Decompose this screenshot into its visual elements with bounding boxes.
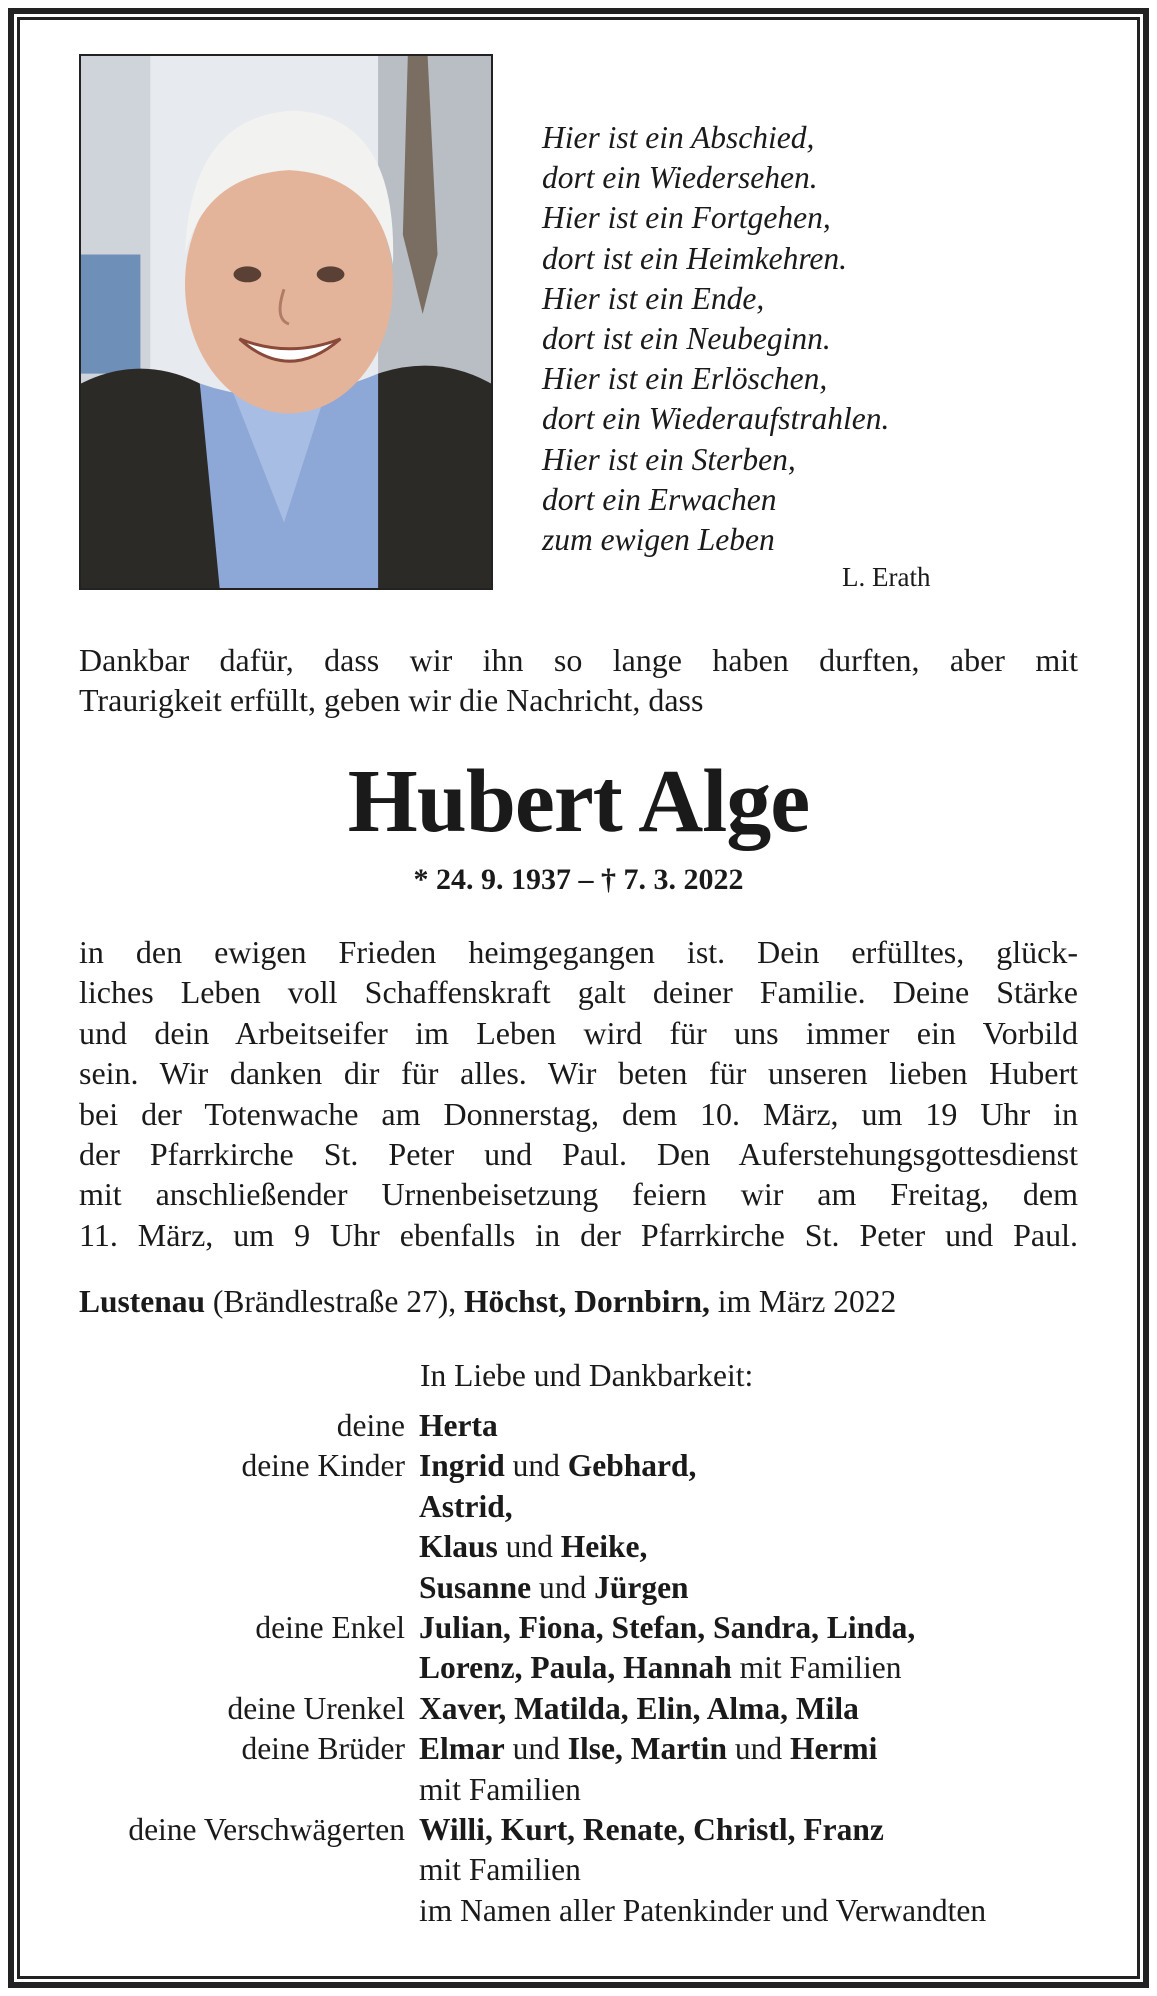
mourner-relation [40, 1648, 419, 1688]
mourner-name: Susanne [419, 1569, 532, 1605]
mourner-row [40, 1891, 1120, 1931]
mourner-names [419, 1891, 1120, 1931]
mourner-names [419, 1406, 1120, 1446]
body-line: der Pfarrkirche St. Peter und Paul. Den Auferstehungsgottesdienst [79, 1135, 1078, 1172]
mourner-names [419, 1568, 1120, 1608]
mourner-name: Xaver, Matilda, Elin, Alma, Mila [419, 1690, 859, 1726]
poem-line: zum ewigen Leben [542, 522, 775, 558]
mourners-list [40, 1406, 1120, 1931]
location-date: im März 2022 [709, 1284, 897, 1319]
mourner-row [40, 1568, 1120, 1608]
mourner-relation [40, 1568, 419, 1608]
mourner-connector: mit Familien [419, 1771, 581, 1807]
mourner-row [40, 1446, 1120, 1486]
poem-line: Hier ist ein Abschied, [542, 120, 815, 155]
mourner-relation: deine Enkel [255, 1609, 405, 1645]
mourner-name: Jürgen [594, 1569, 689, 1605]
poem-author: L. Erath [842, 562, 931, 592]
body-line: mit anschließender Urnenbeisetzung feiern wir am Freitag, dem [79, 1176, 1078, 1213]
mourner-names [419, 1487, 1120, 1527]
mourner-name: Elmar [419, 1731, 505, 1767]
mourner-names [419, 1850, 1120, 1890]
mourner-relation: deine [336, 1408, 405, 1443]
location-secondary: Höchst, Dornbirn, [463, 1284, 710, 1319]
mourner-name: Gebhard, [567, 1448, 697, 1484]
mourner-relation: deine Kinder [241, 1448, 405, 1484]
poem-line: dort ein Wiederaufstrahlen. [542, 401, 890, 437]
mourner-connector: mit Familien [419, 1852, 581, 1888]
deceased-name: Hubert Alge [347, 752, 810, 851]
mourner-name: Ingrid [419, 1448, 505, 1484]
poem-line: Hier ist ein Sterben, [542, 441, 796, 477]
mourner-row [40, 1608, 1120, 1648]
intro-line: Dankbar dafür, dass wir ihn so lange haben durften, aber mit [79, 642, 1078, 678]
body-line: in den ewigen Frieden heimgegangen ist. Dein erfülltes, glück- [79, 934, 1078, 970]
location-address: (Brändlestraße 27), [205, 1284, 464, 1319]
mourner-relation [40, 1487, 419, 1527]
mourner-relation [40, 1527, 419, 1567]
body-line: liches Leben voll Schaffenskraft galt deiner Familie. Deine Stärke [79, 974, 1078, 1011]
intro-line: Traurigkeit erfüllt, geben wir die Nachricht, dass [79, 682, 704, 719]
mourner-name: Herta [419, 1408, 498, 1443]
mourner-name: Willi, Kurt, Renate, Christl, Franz [419, 1811, 884, 1847]
mourner-names [419, 1527, 1120, 1567]
mourner-name: Ilse, Martin [567, 1731, 727, 1767]
mourner-name: Heike, [560, 1529, 648, 1565]
body-line: sein. Wir danken dir für alles. Wir beten für unseren lieben Hubert [79, 1055, 1078, 1092]
mourner-row [40, 1689, 1120, 1729]
mourner-relation: deine Brüder [241, 1731, 405, 1767]
mourner-name: Julian, Fiona, Stefan, Sandra, Linda, [419, 1609, 916, 1645]
mourner-row [40, 1729, 1120, 1769]
mourner-row [40, 1406, 1120, 1446]
location-primary: Lustenau [79, 1284, 206, 1319]
mourner-names [419, 1648, 1120, 1688]
portrait-photo [79, 54, 493, 590]
intro-paragraph [79, 640, 1078, 721]
poem-line: dort ein Wiedersehen. [542, 160, 818, 196]
mourner-row [40, 1527, 1120, 1567]
mourner-names [419, 1770, 1120, 1810]
poem-line: Hier ist ein Ende, [542, 280, 765, 316]
mourner-row [40, 1487, 1120, 1527]
mourner-relation [40, 1770, 419, 1810]
mourner-names [419, 1729, 1120, 1769]
mourner-names [419, 1689, 1120, 1729]
poem-line: Hier ist ein Erlöschen, [542, 361, 828, 397]
mourner-row [40, 1770, 1120, 1810]
mourner-name: Hermi [789, 1731, 878, 1767]
body-line: bei der Totenwache am Donnerstag, dem 10. März, um 19 Uhr in [79, 1095, 1078, 1132]
mourner-row [40, 1850, 1120, 1890]
body-line: 11. März, um 9 Uhr ebenfalls in der Pfarrkirche St. Peter und Paul. [79, 1216, 1078, 1253]
mourner-connector: mit Familien [731, 1650, 902, 1686]
mourner-connector: und [726, 1731, 790, 1767]
mourner-row [40, 1648, 1120, 1688]
mourner-names [419, 1608, 1120, 1648]
portrait-illustration [81, 56, 491, 588]
mourner-relation [40, 1850, 419, 1890]
mourner-connector: und [504, 1731, 568, 1767]
mourner-name: Klaus [419, 1529, 498, 1565]
life-dates: * 24. 9. 1937 – † 7. 3. 2022 [413, 863, 744, 896]
poem-line: dort ein Erwachen [542, 481, 777, 517]
mourner-connector: und [531, 1569, 595, 1605]
poem [542, 118, 982, 560]
poem-line: dort ist ein Neubeginn. [542, 321, 831, 357]
location-date-line [79, 1284, 896, 1320]
mourner-relation: deine Urenkel [227, 1690, 405, 1726]
mourner-connector: im Namen aller Patenkinder und Verwandten [419, 1892, 987, 1928]
body-line: und dein Arbeitseifer im Leben wird für uns immer ein Vorbild [79, 1014, 1078, 1051]
poem-line: dort ist ein Heimkehren. [542, 240, 848, 276]
mourner-name: Lorenz, Paula, Hannah [419, 1650, 732, 1686]
mourner-row [40, 1810, 1120, 1850]
mourner-connector: und [504, 1448, 568, 1484]
poem-line: Hier ist ein Fortgehen, [542, 200, 831, 236]
family-header: In Liebe und Dankbarkeit: [420, 1358, 754, 1393]
mourner-relation [40, 1891, 419, 1931]
mourner-name: Astrid, [419, 1488, 513, 1524]
mourner-names [419, 1446, 1120, 1486]
body-paragraph [79, 932, 1078, 1255]
mourner-names [419, 1810, 1120, 1850]
mourner-relation: deine Verschwägerten [128, 1811, 405, 1847]
mourner-connector: und [497, 1529, 561, 1565]
